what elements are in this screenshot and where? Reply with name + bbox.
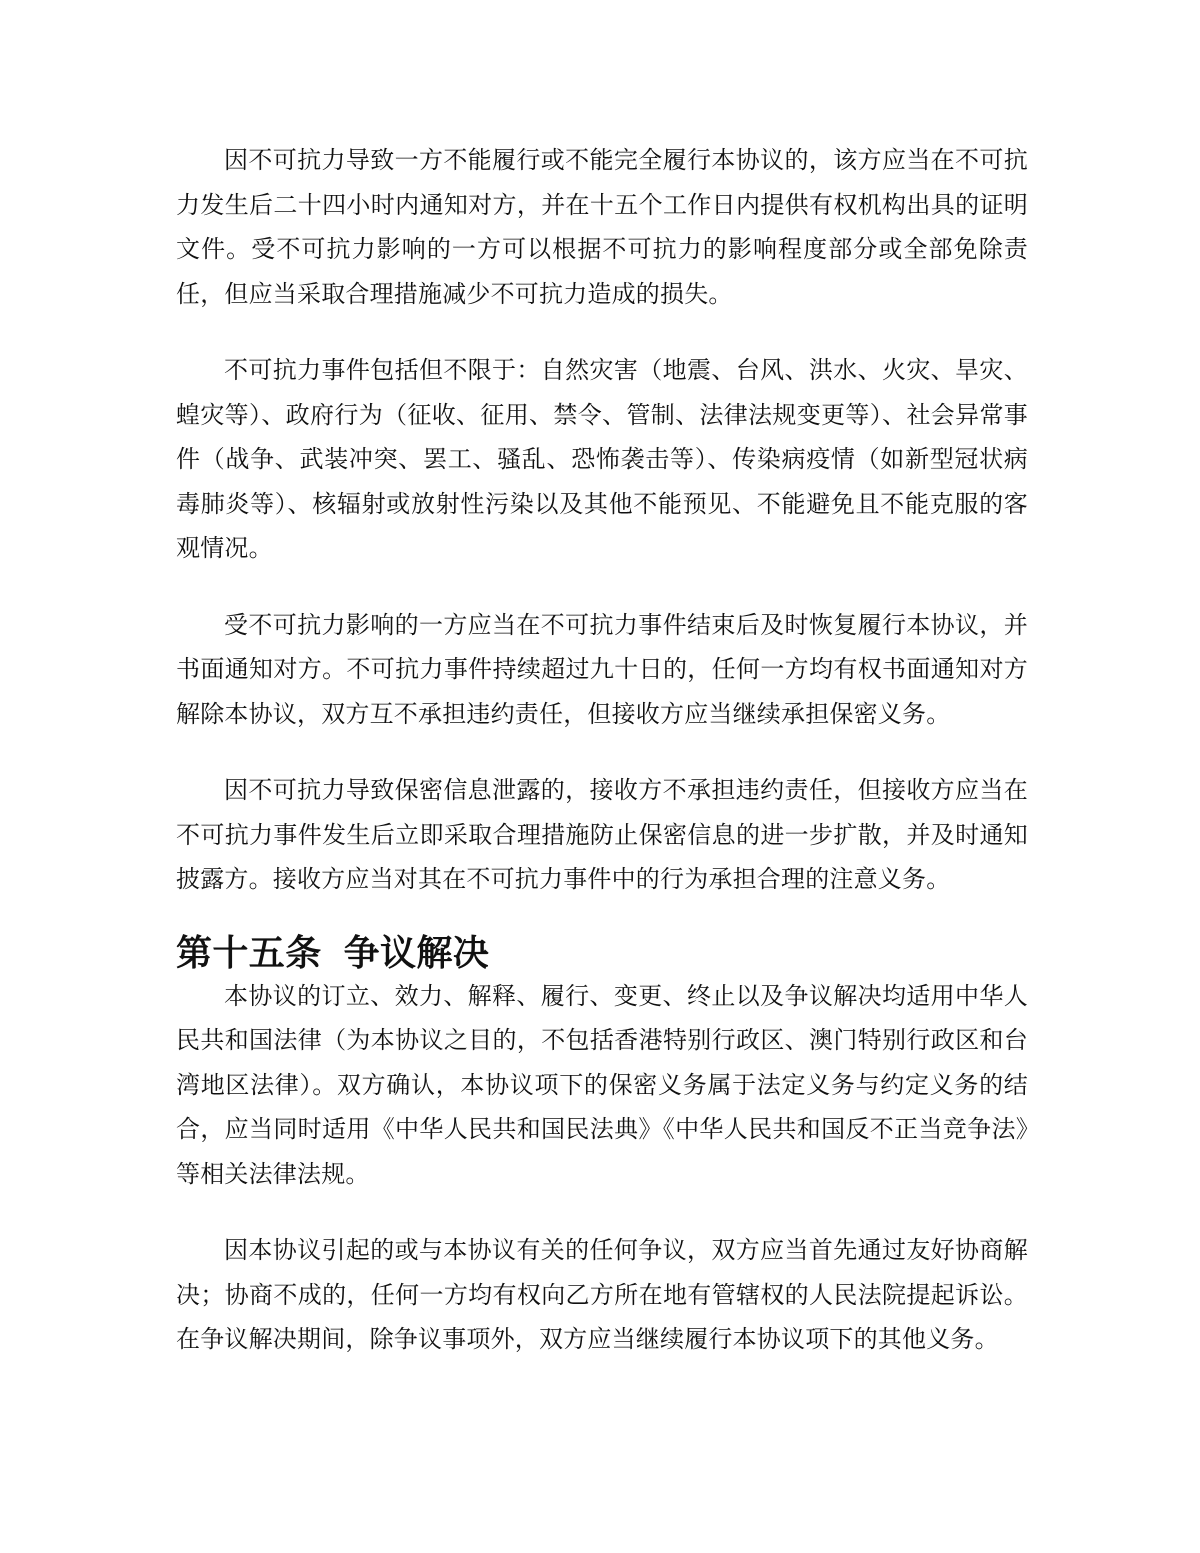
section-number: 第十五条 xyxy=(176,932,322,974)
paragraph-spacer xyxy=(176,571,1028,603)
paragraph-spacer xyxy=(176,316,1028,348)
paragraph-force-majeure-events: 不可抗力事件包括但不限于：自然灾害（地震、台风、洪水、火灾、旱灾、蝗灾等）、政府行为（征收、征用、禁令、管制、法律法规变更等）、社会异常事件（战争、武装冲突、罢工、骚乱、恐怖袭击等）、传染病疫情（如新型冠状病毒肺炎等）、核辐射或放射性污染以及其他不能预见、不能避免且不能克服的客观情况。 xyxy=(176,356,1028,562)
paragraph-force-majeure-disclosure: 因不可抗力导致保密信息泄露的，接收方不承担违约责任，但接收方应当在不可抗力事件发生后立即采取合理措施防止保密信息的进一步扩散，并及时通知披露方。接收方应当对其在不可抗力事件中的行为承担合理的注意义务。 xyxy=(176,776,1028,893)
paragraph-spacer xyxy=(176,902,1028,934)
paragraph-spacer xyxy=(176,1196,1028,1228)
paragraph-force-majeure-resumption: 受不可抗力影响的一方应当在不可抗力事件结束后及时恢复履行本协议，并书面通知对方。不可抗力事件持续超过九十日的，任何一方均有权书面通知对方解除本协议，双方互不承担违约责任，但接收方应当继续承担保密义务。 xyxy=(176,610,1028,728)
document-body xyxy=(176,138,1028,1362)
paragraph-force-majeure-notice: 因不可抗力导致一方不能履行或不能完全履行本协议的，该方应当在不可抗力发生后二十四小时内通知对方，并在十五个工作日内提供有权机构出具的证明文件。受不可抗力影响的一方可以根据不可抗力的影响程度部分或全部免除责任，但应当采取合理措施减少不可抗力造成的损失。 xyxy=(176,146,1028,308)
paragraph-dispute-litigation: 因本协议引起的或与本协议有关的任何争议，双方应当首先通过友好协商解决；协商不成的，任何一方均有权向乙方所在地有管辖权的人民法院提起诉讼。在争议解决期间，除争议事项外，双方应当继续履行本协议项下的其他义务。 xyxy=(176,1236,1028,1353)
section-title: 争议解决 xyxy=(343,932,490,974)
paragraph-governing-law: 本协议的订立、效力、解释、履行、变更、终止以及争议解决均适用中华人民共和国法律（为本协议之目的，不包括香港特别行政区、澳门特别行政区和台湾地区法律）。双方确认，本协议项下的保密义务属于法定义务与约定义务的结合，应当同时适用《中华人民共和国民法典》《中华人民共和国反不正当竞争法》等相关法律法规。 xyxy=(176,981,1028,1188)
section-heading-dispute-resolution xyxy=(176,934,1028,974)
paragraph-spacer xyxy=(176,736,1028,768)
